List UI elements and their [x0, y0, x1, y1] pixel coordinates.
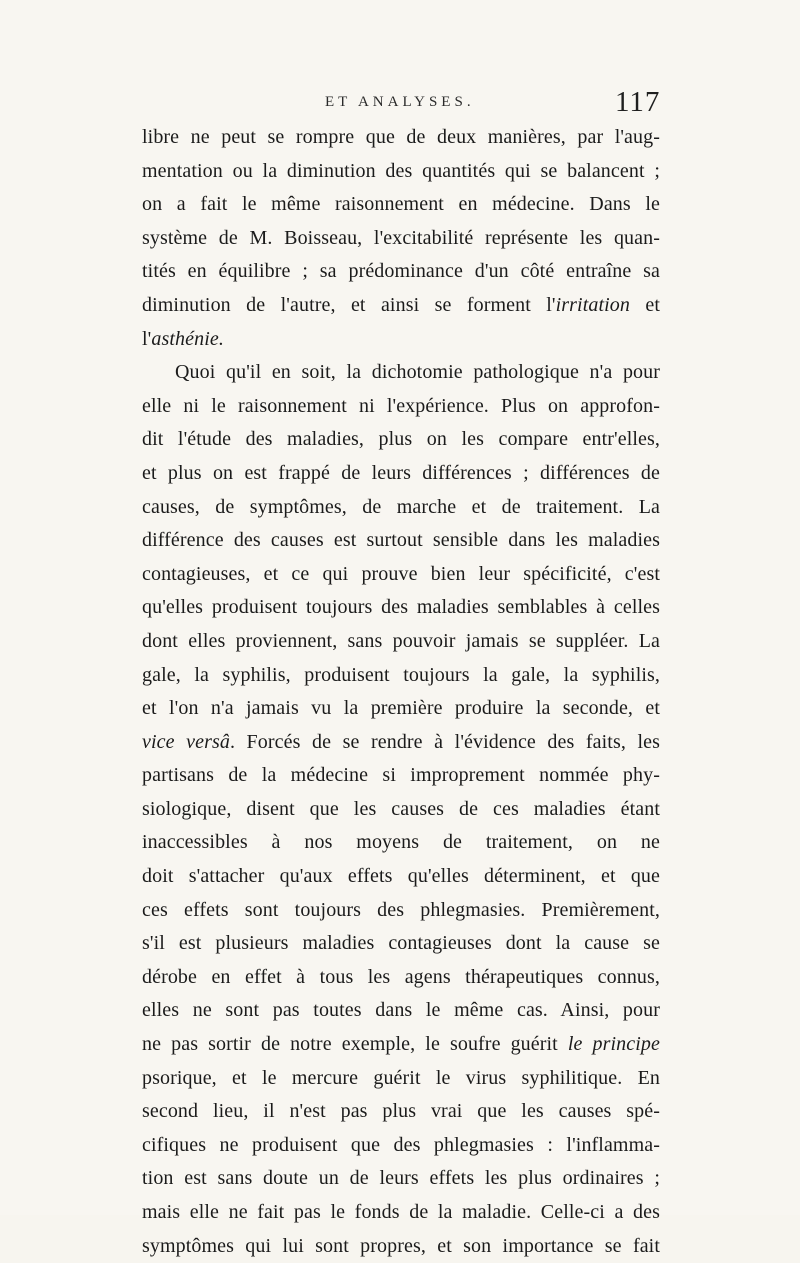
- text-line: contagieuses, et ce qui prouve bien leur spécificité, c'est: [142, 562, 660, 585]
- text-line: cifiques ne produisent que des phlegmasies : l'inflamma-: [142, 1133, 660, 1156]
- text-line: doit s'attacher qu'aux effets qu'elles déterminent, et que: [142, 865, 660, 888]
- text-line: mentation ou la diminution des quantités qui se balancent ;: [142, 159, 660, 182]
- text-line: ne pas sortir de notre exemple, le soufre guérit le principe: [142, 1033, 660, 1056]
- text-line: qu'elles produisent toujours des maladies semblables à celles: [142, 596, 660, 619]
- italic-text: asthénie.: [151, 327, 224, 350]
- text-line: tités en équilibre ; sa prédominance d'un côté entraîne sa: [142, 260, 660, 283]
- text-line: on a fait le même raisonnement en médecine. Dans le: [142, 193, 660, 216]
- text-line: symptômes qui lui sont propres, et son importance se fait: [142, 1234, 660, 1257]
- text-line: psorique, et le mercure guérit le virus syphilitique. En: [142, 1066, 660, 1089]
- text-line: dérobe en effet à tous les agens thérapeutiques connus,: [142, 965, 660, 988]
- text-line: dont elles proviennent, sans pouvoir jamais se suppléer. La: [142, 629, 660, 652]
- text-line: elle ni le raisonnement ni l'expérience. Plus on approfon-: [142, 394, 660, 417]
- italic-text: vice versâ: [142, 730, 230, 753]
- text-line: système de M. Boisseau, l'excitabilité représente les quan-: [142, 226, 660, 249]
- text-line: siologique, disent que les causes de ces maladies étant: [142, 797, 660, 820]
- body-text: [142, 121, 661, 1257]
- page-number: 117: [615, 86, 661, 118]
- text-line: causes, de symptômes, de marche et de traitement. La: [142, 495, 660, 518]
- text-line: vice versâ. Forcés de se rendre à l'évidence des faits, les: [142, 730, 660, 753]
- text-line: différence des causes est surtout sensible dans les maladies: [142, 529, 660, 552]
- paragraph-2: [142, 356, 660, 1263]
- text-line: ces effets sont toujours des phlegmasies. Premièrement,: [142, 898, 660, 921]
- text-line: s'il est plusieurs maladies contagieuses dont la cause se: [142, 932, 660, 955]
- text-line: tion est sans doute un de leurs effets les plus ordinaires ;: [142, 1167, 660, 1190]
- text-line: l'asthénie.: [142, 327, 224, 350]
- text-line: second lieu, il n'est pas plus vrai que les causes spé-: [142, 1100, 660, 1123]
- text-line: inaccessibles à nos moyens de traitement, on ne: [142, 831, 660, 854]
- text-line: Quoi qu'il en soit, la dichotomie pathologique n'a pour: [175, 361, 660, 384]
- text-line: elles ne sont pas toutes dans le même cas. Ainsi, pour: [142, 999, 660, 1022]
- running-head: [0, 88, 800, 118]
- text-line: libre ne peut se rompre que de deux manières, par l'aug-: [142, 126, 660, 148]
- text-line: diminution de l'autre, et ainsi se forment l'irritation et: [142, 293, 661, 316]
- italic-text: le principe: [567, 1033, 660, 1056]
- text-line: et l'on n'a jamais vu la première produire la seconde, et: [142, 697, 660, 720]
- text-line: partisans de la médecine si improprement nommée phy-: [142, 764, 660, 787]
- italic-text: irritation: [555, 293, 630, 316]
- text-line: gale, la syphilis, produisent toujours la gale, la syphilis,: [142, 663, 660, 686]
- text-line: et plus on est frappé de leurs différences ; différences de: [142, 461, 660, 484]
- text-line: mais elle ne fait pas le fonds de la maladie. Celle-ci a des: [142, 1201, 660, 1223]
- running-title: ET ANALYSES.: [325, 94, 475, 110]
- text-line: dit l'étude des maladies, plus on les compare entr'elles,: [142, 428, 660, 451]
- paragraph-1: [142, 121, 660, 356]
